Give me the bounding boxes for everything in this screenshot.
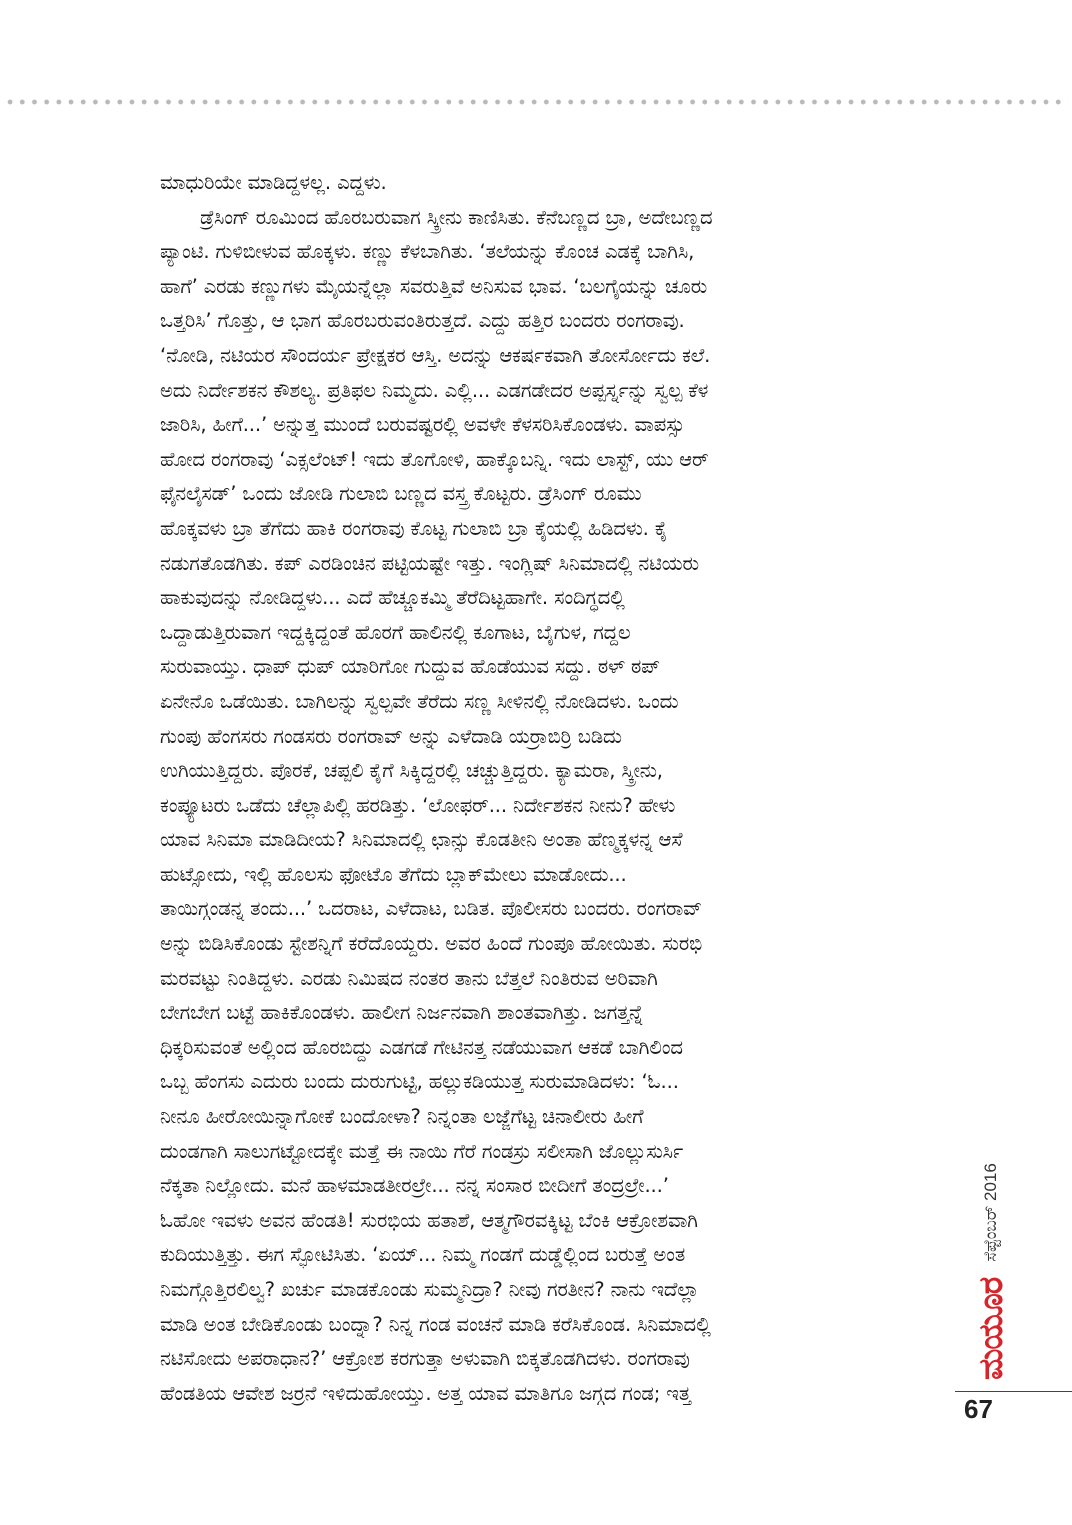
article-line: ದುಂಡಗಾಗಿ ಸಾಲುಗಟ್ಟೋದಕ್ಕೇ ಮತ್ತೆ ಈ ನಾಯಿ ಗೆರೆ ಗಂಡಸ್ರು ಸಲೀಸಾಗಿ ಜೊಲ್ಲುಸುರ್ಸಿ — [160, 1139, 684, 1163]
article-line: ನೀನೂ ಹೀರೋಯಿನ್ನಾಗೋಕೆ ಬಂದೋಳಾ? ನಿನ್ನಂತಾ ಲಜ್ಜೆಗೆಟ್ಟ ಚಿನಾಲೀರು ಹೀಗೆ — [160, 1105, 644, 1129]
magazine-logo: ಮಯೂರ — [971, 1277, 1010, 1380]
folio-rule — [955, 1391, 1072, 1392]
article-line: ಗುಂಪು ಹೆಂಗಸರು ಗಂಡಸರು ರಂಗರಾವ್ ಅನ್ನು ಎಳೆದಾಡಿ ಯರ್ರಾಬಿರ್ರಿ ಬಡಿದು — [160, 724, 622, 748]
article-line: ಹಾಕುವುದನ್ನು ನೋಡಿದ್ದಳು... ಎದೆ ಹೆಚ್ಚೂಕಮ್ಮಿ ತೆರೆದಿಟ್ಟಹಾಗೇ. ಸಂದಿಗ್ಧದಲ್ಲಿ — [160, 586, 625, 610]
article-line: ಅನ್ನು ಬಿಡಿಸಿಕೊಂಡು ಸ್ಟೇಶನ್ನಿಗೆ ಕರೆದೊಯ್ದರು. ಅವರ ಹಿಂದೆ ಗುಂಪೂ ಹೋಯಿತು. ಸುರಭಿ — [160, 932, 703, 956]
article-line: ಡ್ರೆಸಿಂಗ್ ರೂಮಿಂದ ಹೊರಬರುವಾಗ ಸ್ಕ್ರೀನು ಕಾಣಿಸಿತು. ಕೆನೆಬಣ್ಣದ ಬ್ರಾ, ಅದೇಬಣ್ಣದ — [200, 205, 713, 229]
article-line: ಕಂಪ್ಯೂಟರು ಒಡೆದು ಚೆಲ್ಲಾಪಿಲ್ಲಿ ಹರಡಿತ್ತು. ‘ಲೋಫರ್... ನಿರ್ದೇಶಕನ ನೀನು? ಹೇಳು — [160, 793, 676, 817]
article-line: ಕುದಿಯುತ್ತಿತ್ತು. ಈಗ ಸ್ಫೋಟಿಸಿತು. ‘ಏಯ್... ನಿಮ್ಮ ಗಂಡಗೆ ದುಡ್ಡೆಲ್ಲಿಂದ ಬರುತ್ತೆ ಅಂತ — [160, 1243, 686, 1267]
issue-date: ಸೆಪ್ಟೆಂಬರ್ 2016 — [981, 1163, 1000, 1262]
page-number: 67 — [964, 1394, 993, 1424]
dotted-top-border — [4, 98, 1068, 106]
article-line: ಅದು ನಿರ್ದೇಶಕನ ಕೌಶಲ್ಯ. ಪ್ರತಿಫಲ ನಿಮ್ಮದು. ಎಲ್ಲಿ... ಎಡಗಡೇದರ ಅಪ್ಪರ್ಸ್ನನ್ನು ಸ್ವಲ್ಪ ಕೆಳ — [160, 378, 709, 402]
article-line: ನಿಮಗ್ಗೊತ್ತಿರಲಿಲ್ವ? ಖರ್ಚು ಮಾಡಕೊಂಡು ಸುಮ್ಮನಿದ್ರಾ? ನೀವು ಗರತೀನ? ನಾನು ಇದೆಲ್ಲಾ — [160, 1278, 699, 1301]
article-line: ಉಗಿಯುತ್ತಿದ್ದರು. ಪೊರಕೆ, ಚಪ್ಪಲಿ ಕೈಗೆ ಸಿಕ್ಕಿದ್ದರಲ್ಲಿ ಚಚ್ಚುತ್ತಿದ್ದರು. ಕ್ಯಾಮರಾ, ಸ್ಕ್ರೀನು, — [160, 759, 663, 783]
article-line: ತಾಯಿಗ್ಗಂಡನ್ನ ತಂದು...’ ಒದರಾಟ, ಎಳೆದಾಟ, ಬಡಿತ. ಪೊಲೀಸರು ಬಂದರು. ರಂಗರಾವ್ — [160, 897, 702, 921]
article-line: ಫೈನಲೈಸಡ್’ ಒಂದು ಜೋಡಿ ಗುಲಾಬಿ ಬಣ್ಣದ ವಸ್ತ್ರ ಕೊಟ್ಟರು. ಡ್ರೆಸಿಂಗ್ ರೂಮು — [160, 482, 642, 506]
article-line: ನೆಕ್ಕತಾ ನಿಲ್ಲೋದು. ಮನೆ ಹಾಳಮಾಡತೀರಲ್ರೇ... ನನ್ನ ಸಂಸಾರ ಬೀದೀಗೆ ತಂದ್ರಲ್ರೇ...’ — [160, 1174, 669, 1198]
article-line: ಹೆಂಡತಿಯ ಆವೇಶ ಜರ್ರನೆ ಇಳಿದುಹೋಯ್ತು. ಅತ್ತ ಯಾವ ಮಾತಿಗೂ ಜಗ್ಗದ ಗಂಡ; ಇತ್ತ — [160, 1381, 691, 1405]
article-line: ನಟಿಸೋದು ಅಪರಾಧಾನ?’ ಆಕ್ರೋಶ ಕರಗುತ್ತಾ ಅಳುವಾಗಿ ಬಿಕ್ಕತೊಡಗಿದಳು. ರಂಗರಾವು — [160, 1347, 690, 1371]
article-line: ಒತ್ತರಿಸಿ’ ಗೊತ್ತು, ಆ ಭಾಗ ಹೊರಬರುವಂತಿರುತ್ತದೆ. ಎದ್ದು ಹತ್ತಿರ ಬಂದರು ರಂಗರಾವು. — [160, 309, 685, 333]
article-line: ಯಾವ ಸಿನಿಮಾ ಮಾಡಿದೀಯ? ಸಿನಿಮಾದಲ್ಲಿ ಛಾನ್ಸು ಕೊಡತೀನಿ ಅಂತಾ ಹೆಣ್ಮಕ್ಕಳನ್ನ ಆಸೆ — [160, 828, 683, 852]
article-line: ಒದ್ದಾಡುತ್ತಿರುವಾಗ ಇದ್ದಕ್ಕಿದ್ದಂತೆ ಹೊರಗೆ ಹಾಲಿನಲ್ಲಿ ಕೂಗಾಟ, ಬೈಗುಳ, ಗದ್ದಲ — [160, 620, 631, 644]
article-line: ಹೊಕ್ಕವಳು ಬ್ರಾ ತೆಗೆದು ಹಾಕಿ ರಂಗರಾವು ಕೊಟ್ಟ ಗುಲಾಬಿ ಬ್ರಾ ಕೈಯಲ್ಲಿ ಹಿಡಿದಳು. ಕೈ — [160, 516, 668, 540]
article-line: ಹುಟ್ಸೋದು, ಇಲ್ಲಿ ಹೊಲಸು ಫೋಟೊ ತೆಗೆದು ಬ್ಲಾಕ್‌ಮೇಲು ಮಾಡೋದು... — [160, 862, 627, 886]
article-line: ಬೇಗಬೇಗ ಬಟ್ಟೆ ಹಾಕಿಕೊಂಡಳು. ಹಾಲೀಗ ನಿರ್ಜನವಾಗಿ ಶಾಂತವಾಗಿತ್ತು. ಜಗತ್ತನ್ನೆ — [160, 1001, 644, 1025]
article-line: ಧಿಕ್ಕರಿಸುವಂತೆ ಅಲ್ಲಿಂದ ಹೊರಬಿದ್ದು ಎಡಗಡೆ ಗೇಟಿನತ್ತ ನಡೆಯುವಾಗ ಆಕಡೆ ಬಾಗಿಲಿಂದ — [160, 1035, 683, 1059]
article-body — [160, 166, 920, 1411]
article-line: ಒಬ್ಬ ಹೆಂಗಸು ಎದುರು ಬಂದು ದುರುಗುಟ್ಟಿ, ಹಲ್ಲುಕಡಿಯುತ್ತ ಸುರುಮಾಡಿದಳು: ‘ಓ... — [160, 1070, 679, 1094]
article-line: ಓಹೋ ಇವಳು ಅವನ ಹೆಂಡತಿ! ಸುರಭಿಯ ಹತಾಶೆ, ಆತ್ಮಗೌರವಕ್ಕಿಟ್ಟ ಬೆಂಕಿ ಆಕ್ರೋಶವಾಗಿ — [160, 1208, 698, 1232]
article-line: ಹೋದ ರಂಗರಾವು ‘ಎಕ್ಸಲೆಂಟ್! ಇದು ತೊಗೋಳಿ, ಹಾಕ್ಕೊಬನ್ನಿ. ಇದು ಲಾಸ್ಟ್, ಯು ಆರ್ — [160, 447, 709, 471]
article-line: ನಡುಗತೊಡಗಿತು. ಕಪ್ ಎರಡಿಂಚಿನ ಪಟ್ಟಿಯಷ್ಟೇ ಇತ್ತು. ಇಂಗ್ಲಿಷ್ ಸಿನಿಮಾದಲ್ಲಿ ನಟಿಯರು — [160, 551, 700, 575]
article-line: ಪ್ಯಾಂಟಿ. ಗುಳಿಬೀಳುವ ಹೊಕ್ಕಳು. ಕಣ್ಣು ಕೆಳಬಾಗಿತು. ‘ತಲೆಯನ್ನು ಕೊಂಚ ಎಡಕ್ಕೆ ಬಾಗಿಸಿ, — [160, 240, 695, 264]
article-line: ಸುರುವಾಯ್ತು. ಧಾಪ್ ಧುಪ್ ಯಾರಿಗೋ ಗುದ್ದುವ ಹೊಡೆಯುವ ಸದ್ದು. ಠಳ್ ಠಪ್ — [160, 655, 660, 679]
article-line: ‘ನೋಡಿ, ನಟಿಯರ ಸೌಂದರ್ಯ ಪ್ರೇಕ್ಷಕರ ಆಸ್ತಿ. ಅದನ್ನು ಆಕರ್ಷಕವಾಗಿ ತೋರ್ಸೋದು ಕಲೆ. — [160, 343, 711, 367]
magazine-sidebar — [955, 1080, 1027, 1380]
article-line: ಜಾರಿಸಿ, ಹೀಗೆ...’ ಅನ್ನುತ್ತ ಮುಂದೆ ಬರುವಷ್ಟರಲ್ಲಿ ಅವಳೇ ಕೆಳಸರಿಸಿಕೊಂಡಳು. ವಾಪಸ್ಸು — [160, 413, 685, 437]
article-line: ಮಾಡಿ ಅಂತ ಬೇಡಿಕೊಂಡು ಬಂದ್ನಾ? ನಿನ್ನ ಗಂಡ ವಂಚನೆ ಮಾಡಿ ಕರೆಸಿಕೊಂಡ. ಸಿನಿಮಾದಲ್ಲಿ — [160, 1312, 711, 1336]
article-line: ಹಾಗೆ’ ಎರಡು ಕಣ್ಣುಗಳು ಮೈಯನ್ನೆಲ್ಲಾ ಸವರುತ್ತಿವೆ ಅನಿಸುವ ಭಾವ. ‘ಬಲಗೈಯನ್ನು ಚೂರು — [160, 274, 708, 298]
article-line: ಏನೇನೊ ಒಡೆಯಿತು. ಬಾಗಿಲನ್ನು ಸ್ವಲ್ಪವೇ ತೆರೆದು ಸಣ್ಣ ಸೀಳಿನಲ್ಲಿ ನೋಡಿದಳು. ಒಂದು — [160, 689, 679, 713]
article-line: ಮರವಟ್ಟು ನಿಂತಿದ್ದಳು. ಎರಡು ನಿಮಿಷದ ನಂತರ ತಾನು ಬೆತ್ತಲೆ ನಿಂತಿರುವ ಅರಿವಾಗಿ — [160, 966, 658, 990]
article-line: ಮಾಧುರಿಯೇ ಮಾಡಿದ್ದಳಲ್ಲ. ಎದ್ದಳು. — [160, 171, 387, 194]
